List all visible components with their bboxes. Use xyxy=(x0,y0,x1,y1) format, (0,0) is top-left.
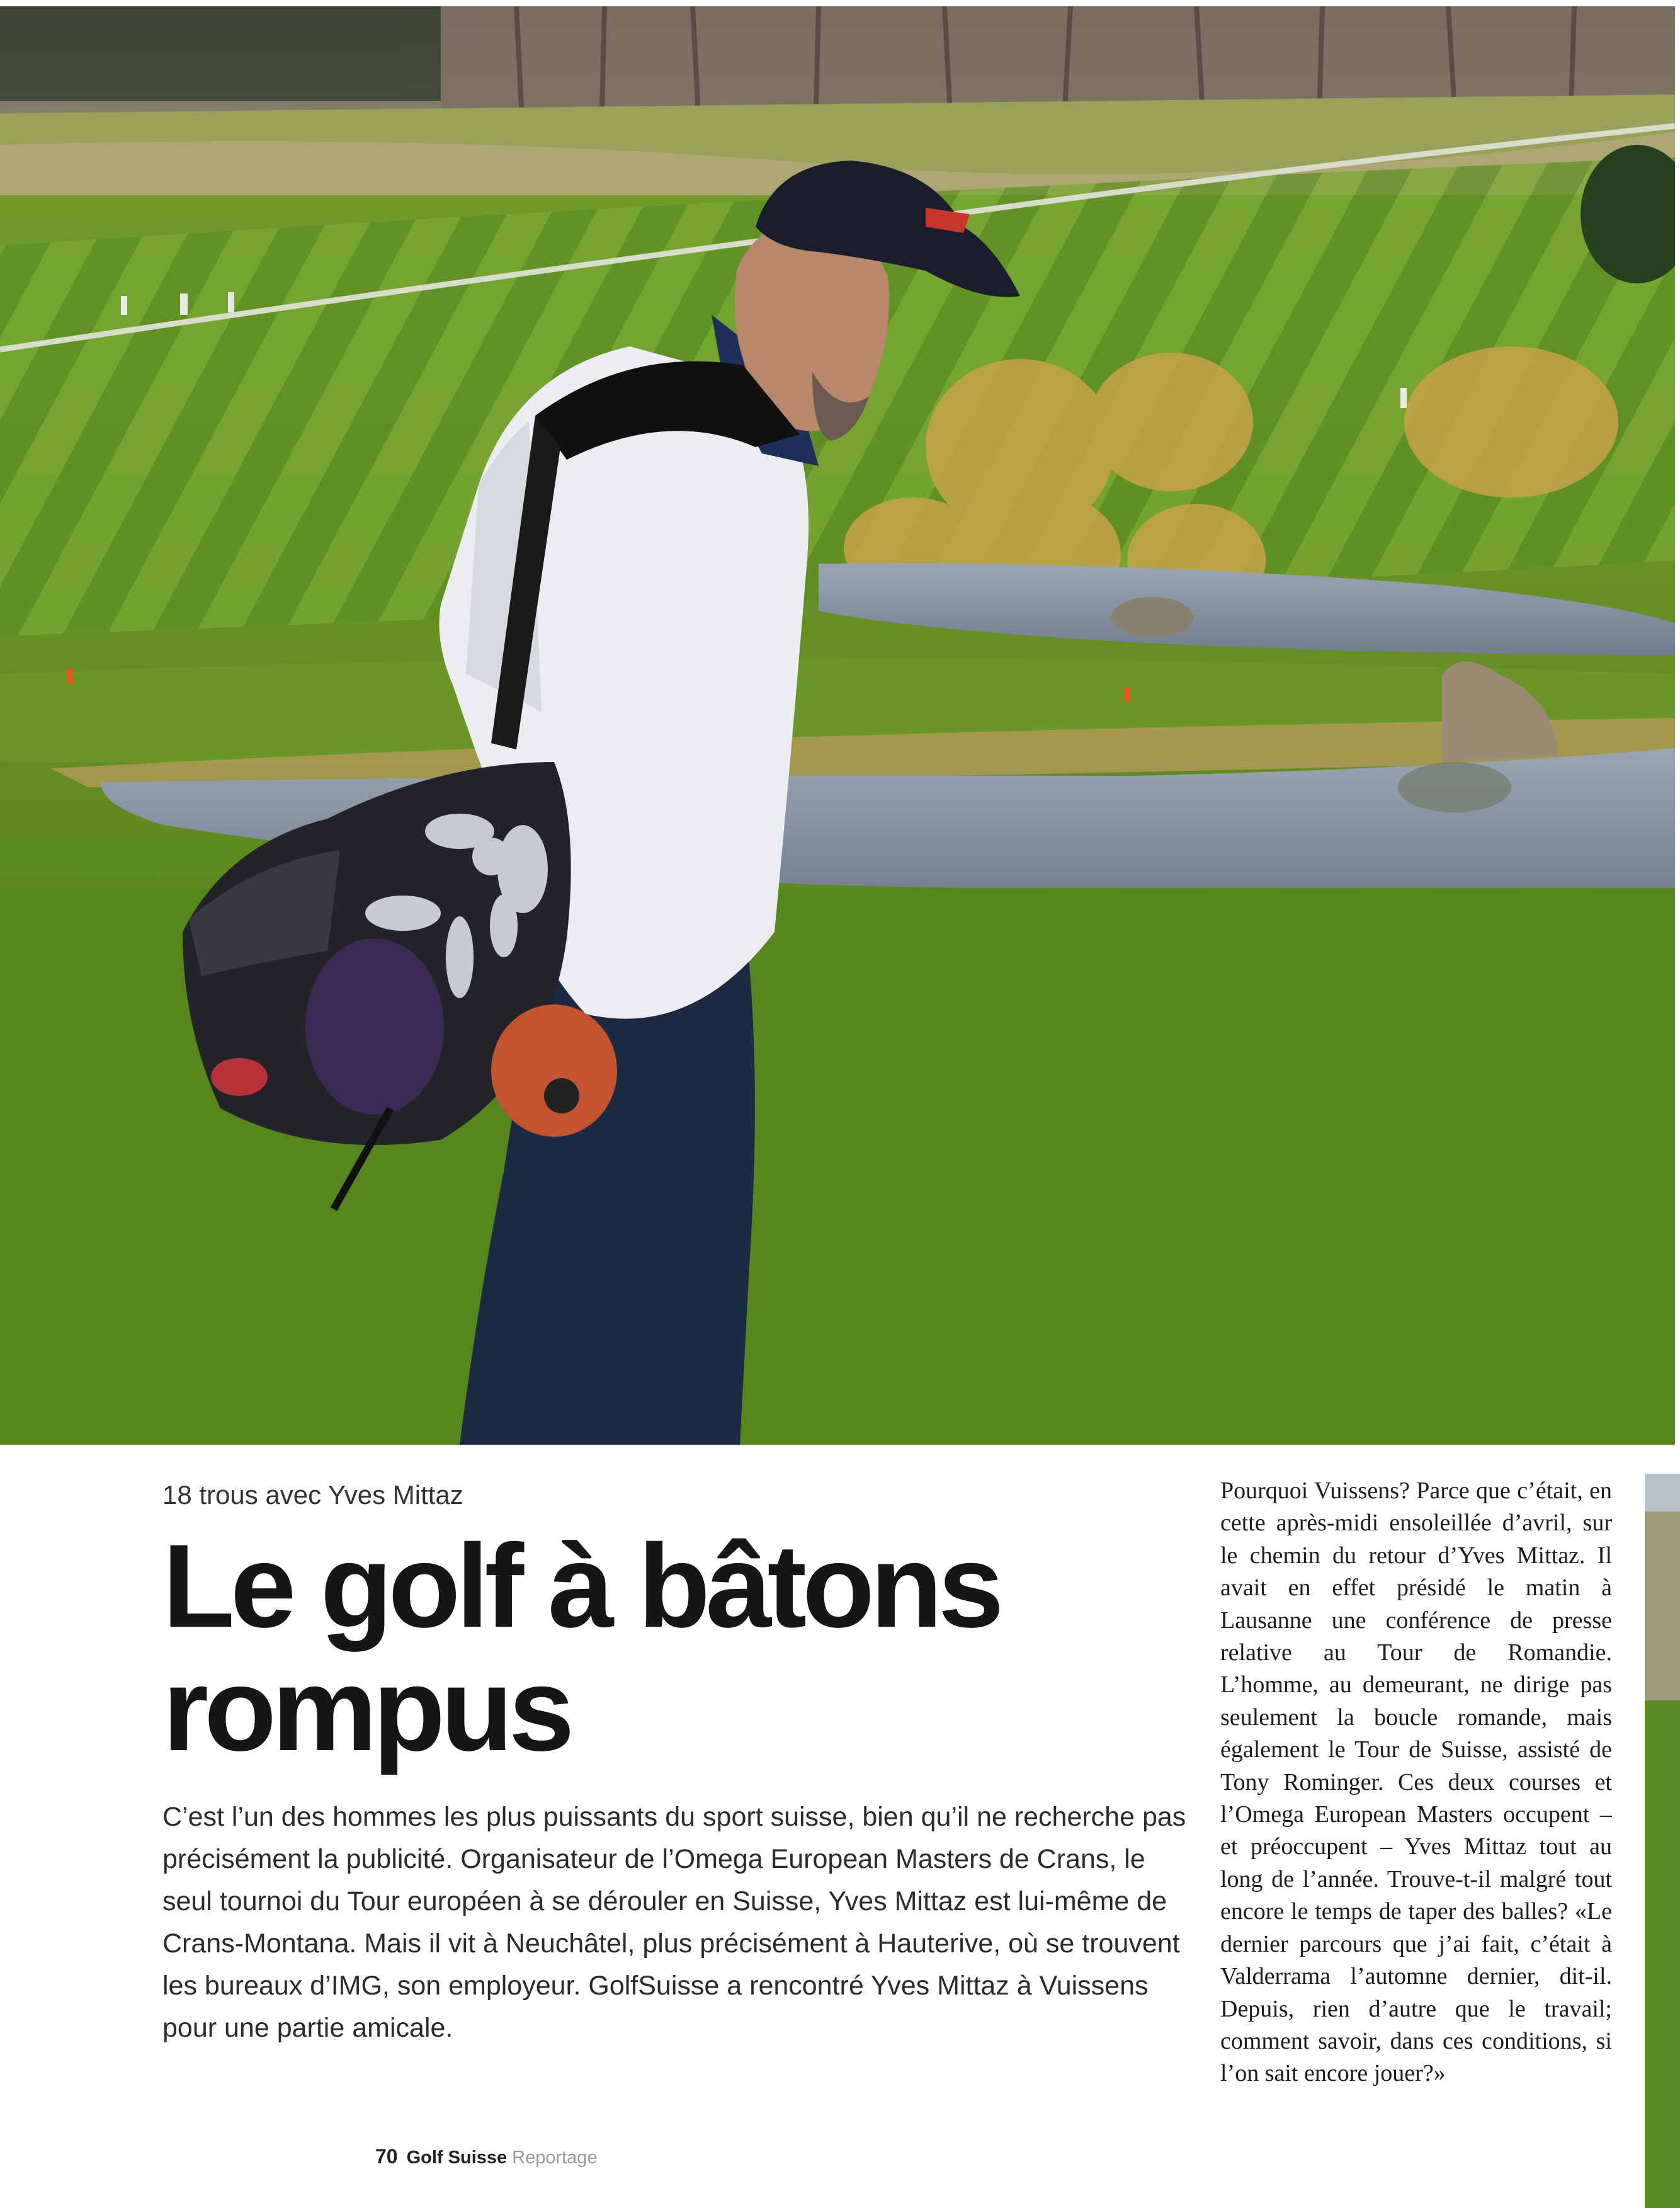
article-headline: Le golf à bâtons rompus xyxy=(162,1520,1000,1775)
page-footer xyxy=(375,2145,598,2168)
article-body-column: Pourquoi Vuissens? Parce que c’était, en cette après-midi ensoleillée d’avril, sur le chemin du retour d’Yves Mittaz. Il avait en effet présidé le matin à Lausanne une conférence de presse relative au Tour de Romandie. L’homme, au demeurant, ne dirige pas seulement la boucle romande, mais également le Tour de Suisse, assisté de Tony Rominger. Ces deux courses et l’Omega European Masters occupent – et préoccupent – Yves Mittaz tout au long de l’année. Trouve-t-il malgré tout encore le temps de taper des balles? «Le dernier parcours que j’ai fait, c’était à Valderrama l’automne dernier, dit-il. Depuis, rien d’autre que le travail; comment savoir, dans ces conditions, si l’on sait encore jouer?» xyxy=(1220,1477,1612,2087)
article-lead: C’est l’un des hommes les plus puissants du sport suisse, bien qu’il ne recherche pas précisément la publicité. Organisateur de l’Omega European Masters de Crans, le seul tournoi du Tour européen à se dérouler en Suisse, Yves Mittaz est lui-même de Crans-Montana. Mais il vit à Neuchâtel, plus précisément à Hauterive, où se trouvent les bureaux d’IMG, son employeur. GolfSuisse a rencontré Yves Mittaz à Vuissens pour une partie amicale. xyxy=(162,1802,1186,2043)
section-name: Reportage xyxy=(512,2148,598,2168)
golf-course-photo xyxy=(0,6,1675,1445)
adjacent-page-edge xyxy=(1645,1474,1680,2208)
article-kicker: 18 trous avec Yves Mittaz xyxy=(162,1480,463,1510)
page-number: 70 xyxy=(375,2145,398,2168)
magazine-name: Golf Suisse xyxy=(406,2148,508,2168)
